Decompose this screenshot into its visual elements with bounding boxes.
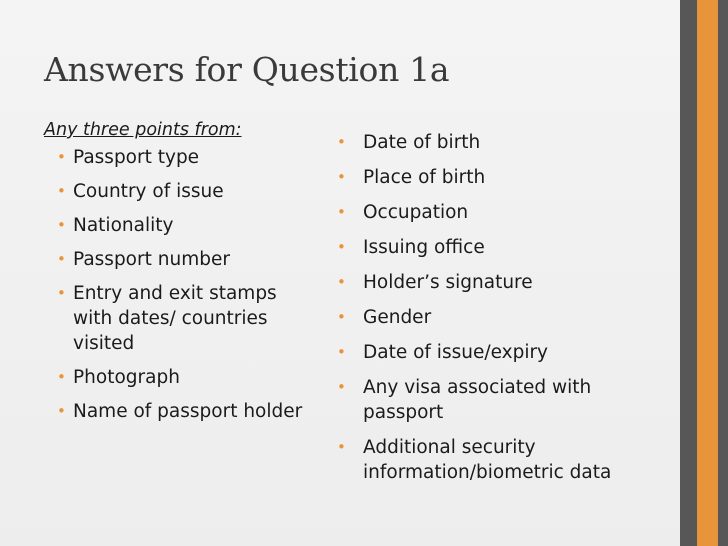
bullet-icon: • — [57, 284, 66, 302]
list-item-text: Passport number — [73, 249, 230, 270]
slide-title: Answers for Question 1a — [44, 50, 450, 89]
list-item — [44, 145, 314, 170]
list-item — [44, 399, 314, 424]
list-item — [333, 270, 663, 295]
list-item — [333, 340, 663, 365]
right-bullet-list — [333, 130, 663, 485]
list-item-text: Country of issue — [73, 181, 224, 202]
bullet-icon: • — [337, 308, 346, 326]
bullet-icon: • — [337, 438, 346, 456]
list-item — [333, 165, 663, 190]
bullet-icon: • — [337, 273, 346, 291]
list-item — [44, 179, 314, 204]
bullet-icon: • — [57, 402, 66, 420]
list-item-text: Passport type — [73, 147, 200, 168]
list-item-text: Additional security information/biometric data — [363, 437, 612, 483]
list-item-text: Holder’s signature — [363, 272, 533, 293]
list-item — [333, 235, 663, 260]
left-column — [44, 120, 314, 433]
list-item-text: Date of issue/expiry — [363, 342, 549, 363]
list-item-text: Place of birth — [363, 167, 486, 188]
bullet-icon: • — [337, 133, 346, 151]
side-accent-orange-bar — [697, 0, 718, 546]
list-item-text: Issuing office — [363, 237, 485, 258]
list-item — [333, 435, 663, 485]
list-item — [44, 247, 314, 272]
list-item — [333, 375, 663, 425]
list-item-text: Photograph — [73, 367, 180, 388]
right-column — [333, 130, 663, 495]
list-item — [333, 305, 663, 330]
list-item-text: Date of birth — [363, 132, 481, 153]
bullet-icon: • — [337, 238, 346, 256]
list-item-text: Nationality — [73, 215, 174, 236]
bullet-icon: • — [57, 216, 66, 234]
list-item — [333, 130, 663, 155]
bullet-icon: • — [57, 368, 66, 386]
bullet-icon: • — [57, 148, 66, 166]
list-item-text: Occupation — [363, 202, 469, 223]
list-item — [44, 213, 314, 238]
bullet-icon: • — [57, 182, 66, 200]
list-item-text: Any visa associated with passport — [363, 377, 592, 423]
bullet-icon: • — [57, 250, 66, 268]
list-item — [44, 281, 314, 356]
list-item-text: Entry and exit stamps with dates/ countries visited — [73, 283, 277, 354]
left-bullet-list — [44, 145, 314, 424]
list-item-text: Name of passport holder — [73, 401, 303, 422]
bullet-icon: • — [337, 168, 346, 186]
list-item-text: Gender — [363, 307, 432, 328]
intro-text: Any three points from: — [44, 120, 242, 140]
bullet-icon: • — [337, 203, 346, 221]
list-item — [44, 365, 314, 390]
list-item — [333, 200, 663, 225]
bullet-icon: • — [337, 343, 346, 361]
bullet-icon: • — [337, 378, 346, 396]
